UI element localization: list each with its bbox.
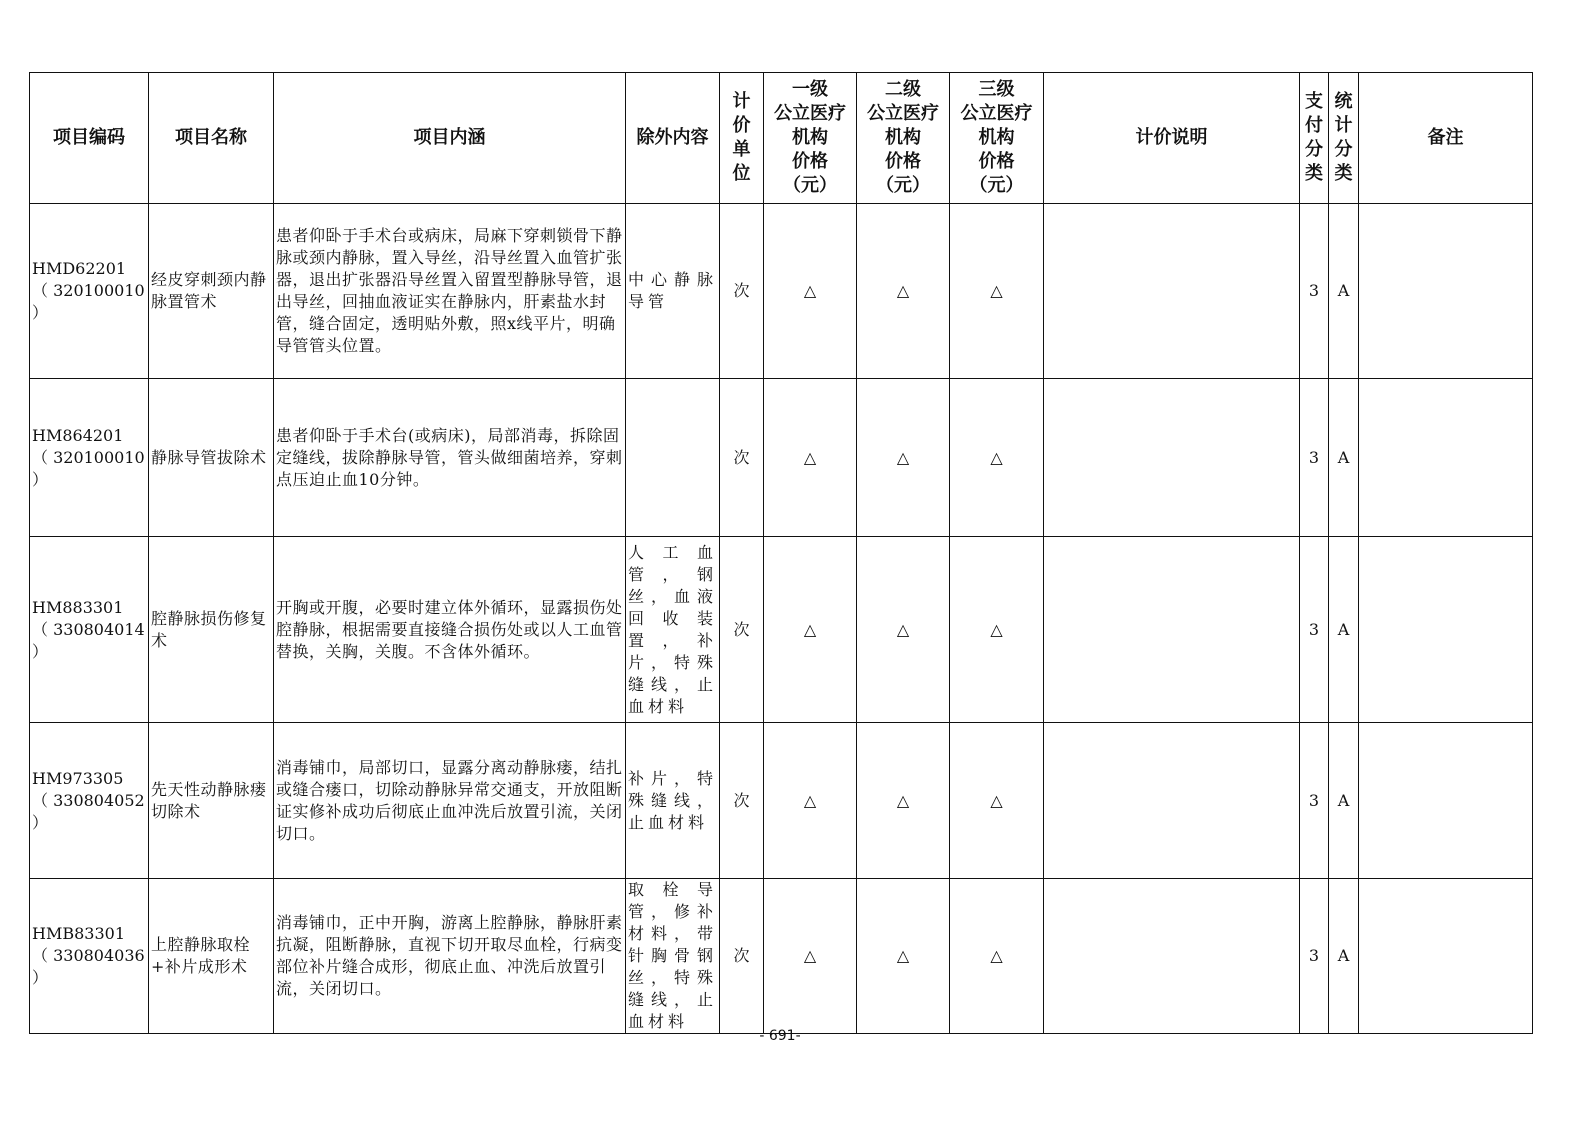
item-content: 患者仰卧于手术台或病床，局麻下穿刺锁骨下静脉或颈内静脉，置入导丝，沿导丝置入血管扩张器，退出扩张器沿导丝置入留置型静脉导管，退出导丝，回抽血液证实在静脉内，肝素盐水封管，缝合固定，透明贴外敷，照x线平片，明确导管管头位置。 xyxy=(274,204,626,379)
item-pricing-note xyxy=(1044,204,1300,379)
item-price-level2: △ xyxy=(857,204,950,379)
table-row xyxy=(30,723,1533,879)
item-name: 上腔静脉取栓+补片成形术 xyxy=(149,879,274,1034)
item-unit: 次 xyxy=(720,537,764,723)
item-remarks xyxy=(1359,379,1533,537)
item-price-level1: △ xyxy=(764,204,857,379)
item-price-level1: △ xyxy=(764,379,857,537)
item-price-level2: △ xyxy=(857,879,950,1034)
item-code: HMD62201 （ 320100010 ） xyxy=(30,204,149,379)
item-excluded: 取栓导管，修补材料，带针胸骨钢丝，特殊缝线，止血材料 xyxy=(626,879,720,1034)
header-excluded: 除外内容 xyxy=(626,73,720,204)
table-row xyxy=(30,204,1533,379)
item-excluded: 补片，特殊缝线，止血材料 xyxy=(626,723,720,879)
header-price-level1: 一级 公立医疗 机构 价格 （元） xyxy=(764,73,857,204)
header-price-level2: 二级 公立医疗 机构 价格 （元） xyxy=(857,73,950,204)
item-price-level3: △ xyxy=(950,537,1044,723)
item-remarks xyxy=(1359,537,1533,723)
item-remarks xyxy=(1359,723,1533,879)
item-price-level2: △ xyxy=(857,723,950,879)
item-payment-category: 3 xyxy=(1300,879,1329,1034)
item-code: HM883301 （ 330804014 ） xyxy=(30,537,149,723)
item-stat-category: A xyxy=(1329,379,1359,537)
item-stat-category: A xyxy=(1329,204,1359,379)
item-name: 腔静脉损伤修复术 xyxy=(149,537,274,723)
item-unit: 次 xyxy=(720,379,764,537)
item-price-level1: △ xyxy=(764,537,857,723)
item-code: HM864201 （ 320100010 ） xyxy=(30,379,149,537)
item-stat-category: A xyxy=(1329,879,1359,1034)
item-pricing-note xyxy=(1044,379,1300,537)
header-price-level3: 三级 公立医疗 机构 价格 （元） xyxy=(950,73,1044,204)
header-stat-category: 统计分类 xyxy=(1329,73,1359,204)
header-payment-category: 支付分类 xyxy=(1300,73,1329,204)
item-price-level2: △ xyxy=(857,537,950,723)
item-excluded xyxy=(626,379,720,537)
item-payment-category: 3 xyxy=(1300,537,1329,723)
header-unit: 计价单位 xyxy=(720,73,764,204)
item-code: HMB83301 （ 330804036 ） xyxy=(30,879,149,1034)
item-stat-category: A xyxy=(1329,723,1359,879)
item-content: 患者仰卧于手术台(或病床)，局部消毒，拆除固定缝线，拔除静脉导管，管头做细菌培养，穿刺点压迫止血10分钟。 xyxy=(274,379,626,537)
item-content: 开胸或开腹，必要时建立体外循环，显露损伤处腔静脉，根据需要直接缝合损伤处或以人工血管替换，关胸，关腹。不含体外循环。 xyxy=(274,537,626,723)
item-content: 消毒铺巾，局部切口，显露分离动静脉瘘，结扎或缝合瘘口，切除动静脉异常交通支，开放阻断证实修补成功后彻底止血冲洗后放置引流，关闭切口。 xyxy=(274,723,626,879)
item-pricing-note xyxy=(1044,723,1300,879)
item-unit: 次 xyxy=(720,723,764,879)
header-content: 项目内涵 xyxy=(274,73,626,204)
item-price-level3: △ xyxy=(950,204,1044,379)
table-row xyxy=(30,379,1533,537)
item-unit: 次 xyxy=(720,879,764,1034)
item-name: 经皮穿刺颈内静脉置管术 xyxy=(149,204,274,379)
item-payment-category: 3 xyxy=(1300,379,1329,537)
item-price-level3: △ xyxy=(950,723,1044,879)
item-price-level2: △ xyxy=(857,379,950,537)
item-excluded: 中心静脉导管 xyxy=(626,204,720,379)
item-payment-category: 3 xyxy=(1300,204,1329,379)
item-price-level3: △ xyxy=(950,379,1044,537)
item-code: HM973305 （ 330804052 ） xyxy=(30,723,149,879)
header-code: 项目编码 xyxy=(30,73,149,204)
item-unit: 次 xyxy=(720,204,764,379)
item-remarks xyxy=(1359,204,1533,379)
item-stat-category: A xyxy=(1329,537,1359,723)
item-content: 消毒铺巾，正中开胸，游离上腔静脉，静脉肝素抗凝，阻断静脉，直视下切开取尽血栓，行病变部位补片缝合成形，彻底止血、冲洗后放置引流，关闭切口。 xyxy=(274,879,626,1034)
item-price-level3: △ xyxy=(950,879,1044,1034)
page-number: - 691- xyxy=(759,1028,801,1044)
item-remarks xyxy=(1359,879,1533,1034)
item-price-level1: △ xyxy=(764,723,857,879)
item-price-level1: △ xyxy=(764,879,857,1034)
table-row xyxy=(30,879,1533,1034)
item-pricing-note xyxy=(1044,537,1300,723)
item-excluded: 人工血管，钢丝，血液回收装置，补片，特殊缝线，止血材料 xyxy=(626,537,720,723)
header-pricing-note: 计价说明 xyxy=(1044,73,1300,204)
header-row xyxy=(30,73,1533,204)
item-name: 静脉导管拔除术 xyxy=(149,379,274,537)
item-pricing-note xyxy=(1044,879,1300,1034)
price-table xyxy=(29,72,1533,1034)
table-row xyxy=(30,537,1533,723)
header-remarks: 备注 xyxy=(1359,73,1533,204)
item-name: 先天性动静脉瘘切除术 xyxy=(149,723,274,879)
item-payment-category: 3 xyxy=(1300,723,1329,879)
header-name: 项目名称 xyxy=(149,73,274,204)
